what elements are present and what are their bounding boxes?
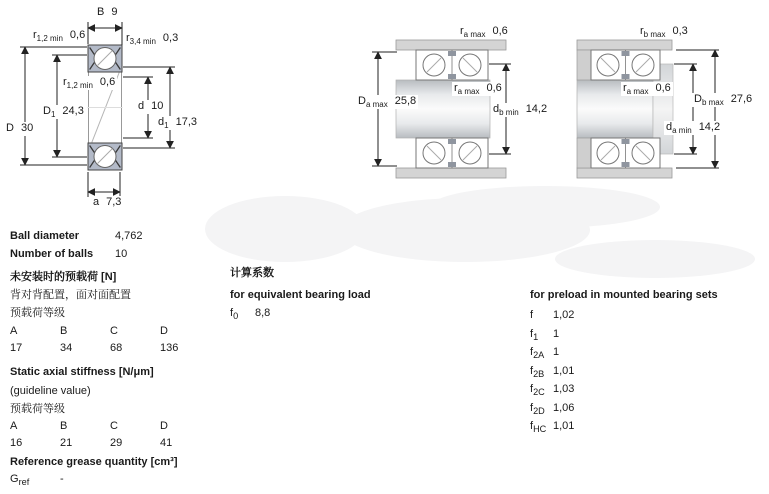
factor-row-f1: $f_1$ 1: [530, 327, 560, 342]
preload-factors-table: [530, 306, 574, 436]
dim-label-Db-max: $D_{b max}$ 27,6: [694, 93, 753, 108]
dim-label-B: B 9: [97, 6, 118, 18]
dim-label-d1: $d_1$ 17,3: [158, 116, 197, 131]
calc-factors-header: 计算系数: [230, 267, 274, 279]
dim-label-r12-inner: $r_{1,2 min}$ 0,6: [63, 76, 116, 91]
stiffness-grade-label: 预载荷等级: [10, 403, 65, 415]
drawing-mounted-pair-b: [577, 40, 673, 178]
factor-row-f2B: $f_{2B}$ 1,01: [530, 364, 575, 379]
factor-row-f2A: $f_{2A}$ 1: [530, 346, 560, 361]
dim-label-ra-top-a: $r_{a max}$ 0,6: [460, 25, 508, 40]
figure3-dimension-lines: [674, 50, 719, 168]
number-of-balls-row: Number of balls 10: [10, 248, 128, 260]
preload-grade-label: 预载荷等级: [10, 307, 65, 319]
dim-label-db-min: $d_{b min}$ 14,2: [493, 103, 548, 118]
dim-label-ra-mid-a: $r_{a max}$ 0,6: [454, 82, 502, 97]
stiffness-class-header-row: A B C D: [10, 420, 168, 432]
dim-label-D1: $D_1$ 24,3: [43, 105, 84, 120]
dim-label-d: d 10: [136, 100, 165, 114]
preload-unmounted-header: 未安装时的预载荷 [N]: [10, 271, 117, 283]
preload-class-header-row: A B C D: [10, 325, 168, 337]
stiffness-header: Static axial stiffness [N/μm]: [10, 366, 154, 378]
equivalent-load-header: for equivalent bearing load: [230, 289, 371, 301]
preload-config-subheader: 背对背配置，面对面配置: [10, 289, 131, 301]
preload-mounted-header: for preload in mounted bearing sets: [530, 289, 718, 301]
grease-header: Reference grease quantity [cm³]: [10, 456, 178, 468]
f0-row: $f_0$ 8,8: [230, 307, 271, 322]
drawing-bearing-cross-section: [88, 45, 122, 170]
dim-label-rb-top: $r_{b max}$ 0,3: [640, 25, 688, 40]
dim-label-r12-top: $r_{1,2 min}$ 0,6: [33, 29, 86, 44]
dim-label-Da-max: $D_{a max}$ 25,8: [358, 95, 417, 110]
factor-row-f2C: $f_{2C}$ 1,03: [530, 383, 575, 398]
stiffness-subheader: (guideline value): [10, 385, 91, 397]
background-artifact: [555, 240, 755, 278]
grease-row: $G_{ref}$ -: [10, 473, 64, 488]
factor-row-f: f 1,02: [530, 309, 575, 321]
dim-label-da-min: $d_{a min}$ 14,2: [666, 121, 721, 136]
preload-values-row: 17 34 68 136: [10, 342, 179, 354]
ball-diameter-row: Ball diameter 4,762: [10, 230, 143, 242]
dim-label-D: D 30: [4, 122, 35, 136]
factor-row-f2D: $f_{2D}$ 1,06: [530, 401, 575, 416]
dim-label-r34: $r_{3,4 min}$ 0,3: [126, 32, 179, 47]
factor-row-fHC: $f_{HC}$ 1,01: [530, 420, 575, 435]
dim-label-a: a 7,3: [91, 196, 123, 210]
stiffness-values-row: 16 21 29 41: [10, 437, 173, 449]
dim-label-ra-mid-b: $r_{a max}$ 0,6: [623, 82, 671, 97]
